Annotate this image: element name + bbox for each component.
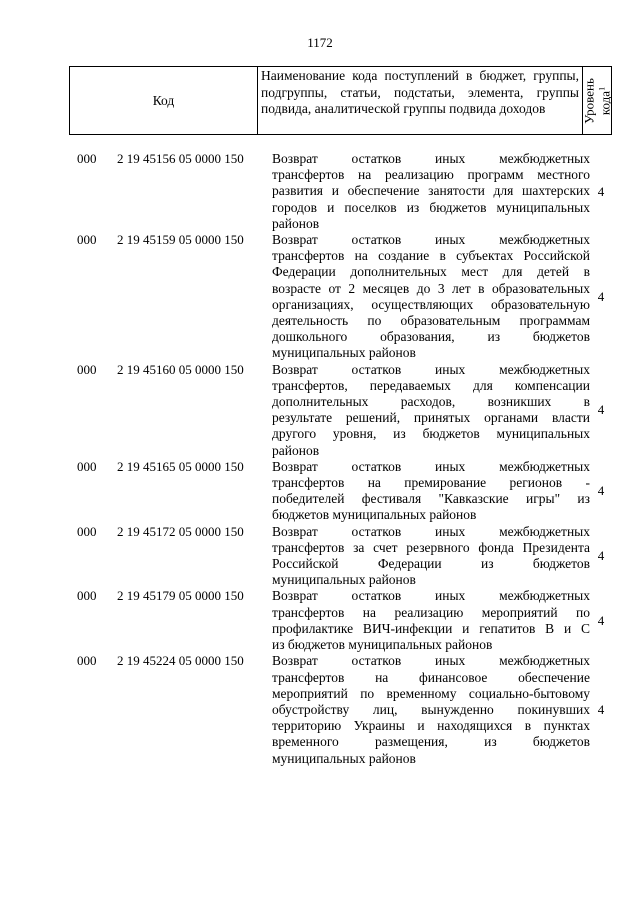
header-name: Наименование кода поступлений в бюджет, группы, подгруппы, статьи, подстатьи, элемента, группы подвида, аналитической группы подвида доходов	[258, 67, 583, 134]
row-name-line: территорию Украины и находящихся в пунктах	[272, 718, 590, 734]
row-budget-code: 2 19 45156 05 0000 150	[117, 151, 244, 166]
row-name-line: районов	[272, 215, 320, 231]
row-name-line: мероприятий по временному социально-бытовому	[272, 685, 590, 701]
row-admin-code: 000	[77, 523, 97, 539]
row-name-line: обустройству лиц, вынужденно покинувших	[272, 701, 590, 717]
row-name	[272, 362, 590, 459]
row-name-line: муниципальных районов	[272, 345, 416, 361]
row-name-line: Возврат остатков иных межбюджетных	[272, 361, 590, 377]
row-level: 4	[597, 183, 605, 199]
row-name-line: трансфертов на финансовое обеспечение	[272, 669, 590, 685]
row-name-line: из бюджетов муниципальных районов	[272, 637, 493, 653]
row-name-line: муниципальных районов	[272, 572, 416, 588]
row-name-line: профилактике ВИЧ-инфекции и гепатитов В и С	[272, 620, 590, 636]
table-row	[69, 362, 612, 459]
table-body	[69, 151, 612, 767]
row-name-line: трансфертов на реализацию программ местного	[272, 167, 590, 183]
table-row	[69, 653, 612, 766]
row-budget-code: 2 19 45179 05 0000 150	[117, 588, 244, 604]
table-row	[69, 588, 612, 653]
row-name-line: Возврат остатков иных межбюджетных	[272, 458, 590, 474]
row-name-line: дополнительных расходов, возникших в	[272, 394, 590, 410]
row-name-line: Возврат остатков иных межбюджетных	[272, 523, 590, 539]
header-level-label-2: кода	[597, 90, 613, 115]
row-name-line: городов и поселков из бюджетов муниципальных	[272, 199, 590, 215]
row-name-line: Возврат остатков иных межбюджетных	[272, 588, 590, 604]
table-row	[69, 524, 612, 589]
row-admin-code: 000	[77, 232, 97, 248]
row-name-line: дошкольного образования, из бюджетов	[272, 329, 590, 345]
row-level: 4	[597, 483, 605, 499]
row-name-line: победителей фестиваля "Кавказские игры" из	[272, 491, 590, 507]
header-level-label: Уровень	[581, 77, 597, 124]
row-name-line: Возврат остатков иных межбюджетных	[272, 653, 590, 669]
row-level: 4	[597, 702, 605, 717]
page-number: 1172	[307, 35, 333, 50]
row-name-line: муниципальных районов	[272, 750, 416, 766]
row-name-line: Российской Федерации из бюджетов	[272, 556, 590, 572]
row-name-line: Возврат остатков иных межбюджетных	[272, 232, 590, 248]
row-name-line: трансфертов на премирование регионов -	[272, 475, 590, 491]
row-name-line: возрасте от 2 месяцев до 3 лет в образовательных	[272, 280, 590, 296]
row-name-line: результате решений, принятых органами власти	[272, 410, 590, 426]
row-name-line: Федерации дополнительных мест для детей в	[272, 264, 590, 280]
row-admin-code: 000	[77, 458, 97, 474]
row-budget-code: 2 19 45160 05 0000 150	[117, 361, 244, 377]
row-admin-code: 000	[77, 361, 97, 377]
row-name-line: бюджетов муниципальных районов	[272, 507, 477, 523]
row-budget-code: 2 19 45172 05 0000 150	[117, 523, 244, 539]
row-name	[272, 151, 590, 232]
row-name	[272, 653, 590, 766]
table-row	[69, 151, 612, 232]
row-budget-code: 2 19 45159 05 0000 150	[117, 232, 244, 248]
row-level: 4	[597, 548, 605, 564]
row-name-line: Возврат остатков иных межбюджетных	[272, 151, 590, 166]
table-row	[69, 232, 612, 362]
header-level	[583, 67, 611, 134]
row-name-line: временного размещения, из бюджетов	[272, 734, 590, 750]
row-name-line: деятельность по образовательным программам	[272, 313, 590, 329]
row-name-line: трансфертов на реализацию мероприятий по	[272, 604, 590, 620]
row-name-line: трансфертов на создание в субъектах Российской	[272, 248, 590, 264]
header-code: Код	[70, 67, 258, 134]
row-name-line: трансфертов, передаваемых для компенсации	[272, 377, 590, 393]
header-level-footnote: 1	[597, 86, 607, 91]
row-admin-code: 000	[77, 588, 97, 604]
row-name-line: другого уровня, из бюджетов муниципальных	[272, 426, 590, 442]
row-level: 4	[597, 288, 605, 304]
row-name-line: районов	[272, 442, 320, 458]
row-name	[272, 459, 590, 524]
row-name-line: развития и обеспечение занятости для шахтерских	[272, 183, 590, 199]
table-row	[69, 459, 612, 524]
row-level: 4	[597, 402, 605, 418]
row-name	[272, 588, 590, 653]
row-name-line: организациях, осуществляющих образовательную	[272, 296, 590, 312]
row-name	[272, 232, 590, 362]
row-level: 4	[597, 612, 605, 628]
row-admin-code: 000	[77, 151, 97, 166]
row-name	[272, 524, 590, 589]
row-admin-code: 000	[77, 653, 97, 669]
table-header	[69, 66, 612, 135]
row-name-line: трансфертов за счет резервного фонда Президента	[272, 539, 590, 555]
row-budget-code: 2 19 45224 05 0000 150	[117, 653, 244, 669]
row-budget-code: 2 19 45165 05 0000 150	[117, 458, 244, 474]
